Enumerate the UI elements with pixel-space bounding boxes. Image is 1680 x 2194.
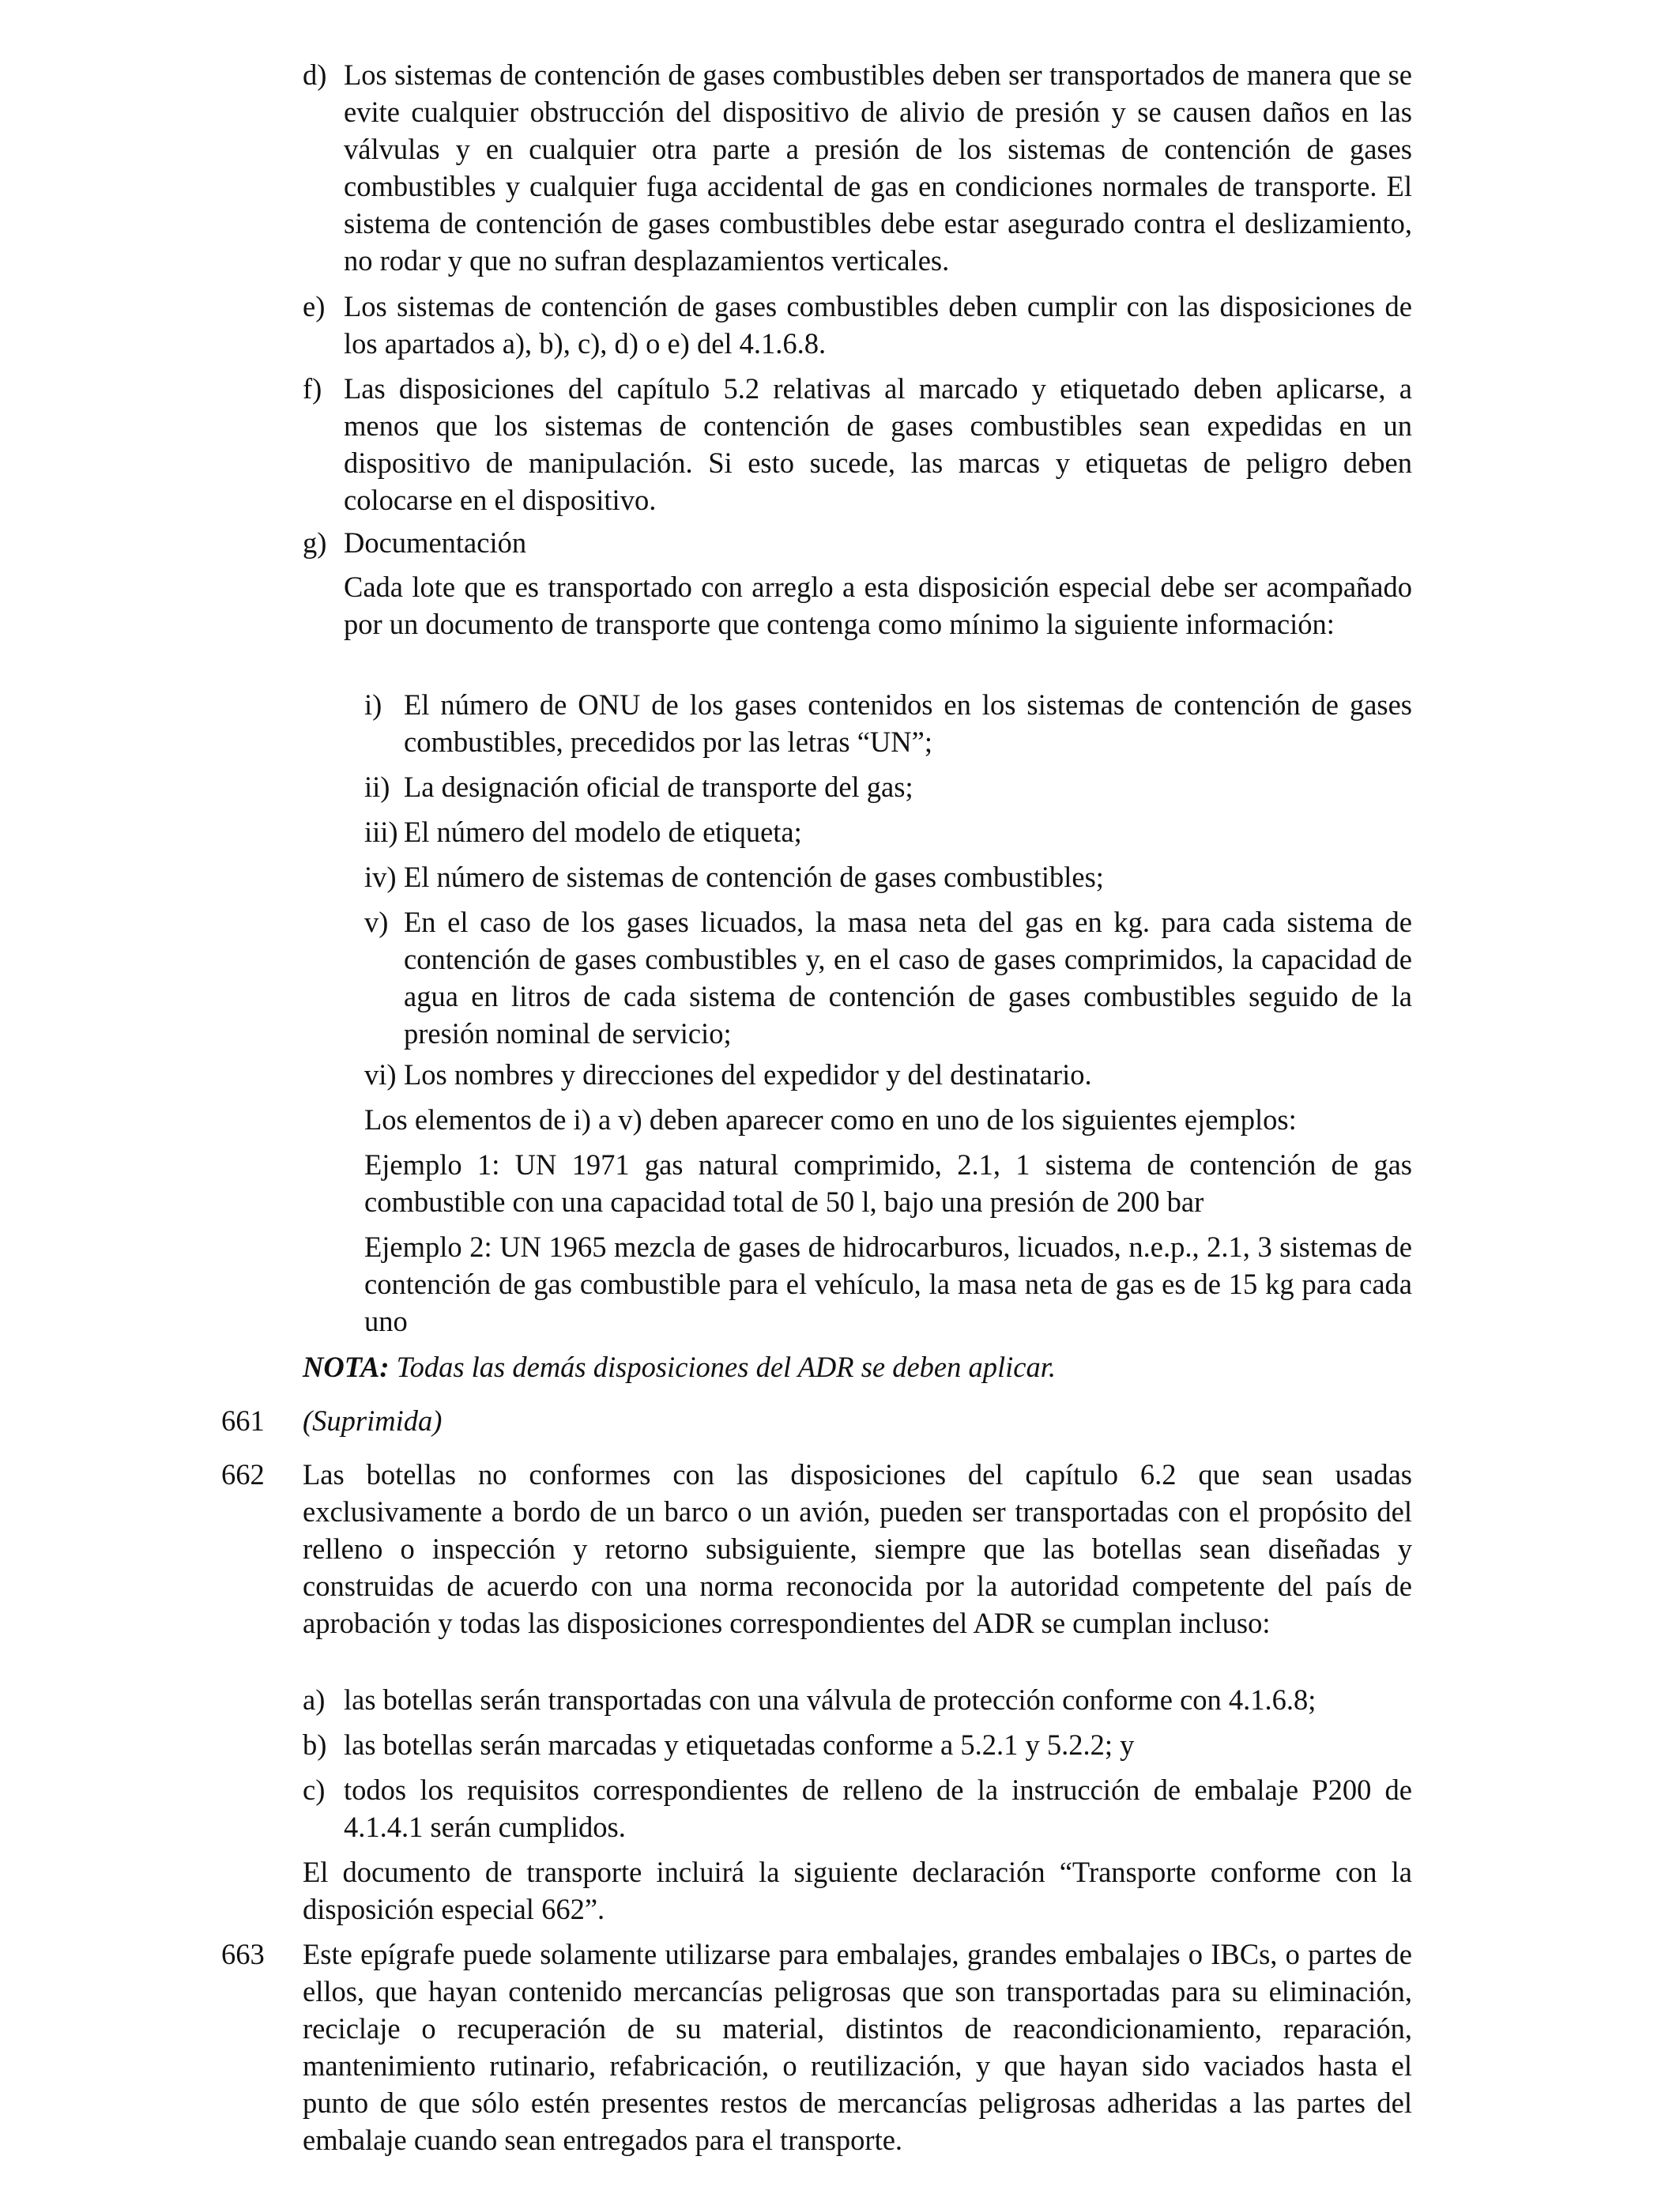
item-text-d: Los sistemas de contención de gases combustibles deben ser transportados de manera que se evite cualquier obstrucción del dispositivo de alivio de presión y se causen daños en las válvulas y en cualquier otra parte a presión de los sistemas de contención de gases combustibles y cualquier fuga accidental de gas en condiciones normales de transporte. El sistema de contención de gases combustibles debe estar asegurado contra el deslizamiento, no rodar y que no sufran desplazamientos verticales. <box>344 58 1412 277</box>
subitem-text-ii: La designación oficial de transporte del gas; <box>404 771 913 803</box>
item-label-d: d) <box>303 58 327 91</box>
item-text-e: Los sistemas de contención de gases combustibles deben cumplir con las disposiciones de los apartados a), b), c), d) o e) del 4.1.6.8. <box>344 290 1412 360</box>
example-1: Ejemplo 1: UN 1971 gas natural comprimido, 2.1, 1 sistema de contención de gas combustible con una capacidad total de 50 l, bajo una presión de 200 bar <box>364 1148 1412 1218</box>
example-2: Ejemplo 2: UN 1965 mezcla de gases de hidrocarburos, licuados, n.e.p., 2.1, 3 sistemas de contención de gas combustible para el vehículo, la masa neta de gas es de 15 kg para cada uno <box>364 1231 1412 1337</box>
subitem-label-iii: iii) <box>364 816 398 848</box>
item-text-g: Documentación <box>344 526 527 559</box>
provision-662-item-text-a: las botellas serán transportadas con una válvula de protección conforme con 4.1.6.8; <box>344 1683 1317 1716</box>
subitem-text-i: El número de ONU de los gases contenidos en los sistemas de contención de gases combustibles, precedidos por las letras “UN”; <box>404 688 1412 758</box>
subitem-text-iii: El número del modelo de etiqueta; <box>404 816 802 848</box>
item-text-f: Las disposiciones del capítulo 5.2 relativas al marcado y etiquetado deben aplicarse, a menos que los sistemas de contención de gases combustibles sean expedidas en un dispositivo de manipulación. Si esto sucede, las marcas y etiquetas de peligro deben colocarse en el dispositivo. <box>344 372 1412 516</box>
examples-intro: Los elementos de i) a v) deben aparecer como en uno de los siguientes ejemplos: <box>364 1103 1297 1136</box>
subitem-label-i: i) <box>364 688 382 721</box>
provision-662-closing: El documento de transporte incluirá la siguiente declaración “Transporte conforme con la disposición especial 662”. <box>303 1856 1412 1925</box>
subitem-label-v: v) <box>364 906 389 938</box>
subitem-text-vi: Los nombres y direcciones del expedidor y del destinatario. <box>404 1058 1092 1091</box>
note-text: Todas las demás disposiciones del ADR se deben aplicar. <box>389 1351 1057 1383</box>
provision-662-item-label-a: a) <box>303 1683 326 1716</box>
provision-662-item-text-b: las botellas serán marcadas y etiquetadas conforme a 5.2.1 y 5.2.2; y <box>344 1728 1135 1761</box>
provision-663-number: 663 <box>221 1938 265 1970</box>
provision-663-text: Este epígrafe puede solamente utilizarse para embalajes, grandes embalajes o IBCs, o partes de ellos, que hayan contenido mercancías peligrosas que son transportadas para su eliminación, reciclaje o recuperación de su material, distintos de reacondicionamiento, reparación, mantenimiento rutinario, refabricación, o reutilización, y que hayan sido vaciados hasta el punto de que sólo estén presentes restos de mercancías peligrosas adheridas a las partes del embalaje cuando sean entregados para el transporte. <box>303 1938 1412 2156</box>
provision-662-text: Las botellas no conformes con las disposiciones del capítulo 6.2 que sean usadas exclusivamente a bordo de un barco o un avión, pueden ser transportadas con el propósito del relleno o inspección y retorno subsiguiente, siempre que las botellas sean diseñadas y construidas de acuerdo con una norma reconocida por la autoridad competente del país de aprobación y todas las disposiciones correspondientes del ADR se cumplan incluso: <box>303 1458 1412 1639</box>
provision-661-number: 661 <box>221 1404 265 1437</box>
subitem-text-iv: El número de sistemas de contención de gases combustibles; <box>404 861 1104 893</box>
item-label-f: f) <box>303 372 322 405</box>
item-label-g: g) <box>303 526 327 559</box>
provision-662-number: 662 <box>221 1458 265 1491</box>
note-label: NOTA: <box>303 1351 390 1383</box>
documentation-intro: Cada lote que es transportado con arreglo a esta disposición especial debe ser acompañado por un documento de transporte que contenga como mínimo la siguiente información: <box>344 571 1412 640</box>
provision-662-item-label-c: c) <box>303 1774 326 1806</box>
provision-662-item-label-b: b) <box>303 1728 327 1761</box>
subitem-label-ii: ii) <box>364 771 390 803</box>
note <box>303 1348 1412 1385</box>
subitem-label-vi: vi) <box>364 1058 397 1091</box>
provision-661-text: (Suprimida) <box>303 1404 443 1437</box>
subitem-text-v: En el caso de los gases licuados, la masa neta del gas en kg. para cada sistema de contención de gases combustibles y, en el caso de gases comprimidos, la capacidad de agua en litros de cada sistema de contención de gases combustibles seguido de la presión nominal de servicio; <box>404 906 1412 1050</box>
provision-662-item-text-c: todos los requisitos correspondientes de relleno de la instrucción de embalaje P200 de 4.1.4.1 serán cumplidos. <box>344 1774 1412 1843</box>
subitem-label-iv: iv) <box>364 861 397 893</box>
item-label-e: e) <box>303 290 326 322</box>
